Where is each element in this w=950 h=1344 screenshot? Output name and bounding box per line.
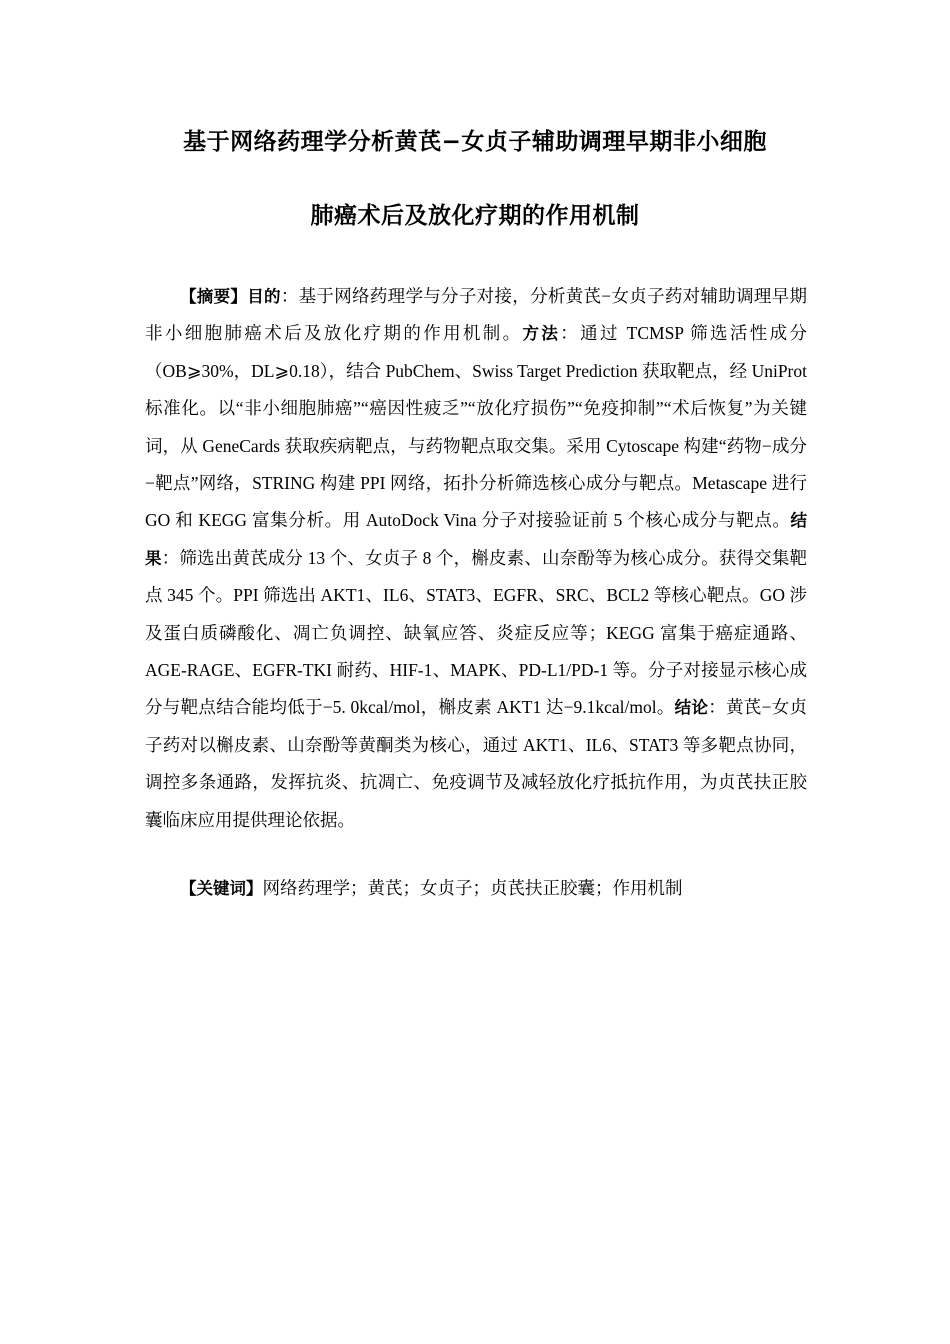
keywords-text: 网络药理学；黄芪；女贞子；贞芪扶正胶囊；作用机制	[262, 878, 683, 898]
conclusion-label: 结论	[674, 698, 709, 718]
abstract-paragraph	[145, 278, 807, 839]
abstract-heading: 【摘要】	[180, 287, 248, 306]
results-text: ：筛选出黄芪成分 13 个、女贞子 8 个，槲皮素、山奈酚等为核心成分。获得交集靶点 345 个。PPI 筛选出 AKT1、IL6、STAT3、EGFR、SRC、BCL2 等核心靶点。GO 涉及蛋白质磷酸化、凋亡负调控、缺氧应答、炎症反应等；KEGG 富集于癌症通路、AGE-RAGE、EGFR-TKI 耐药、HIF-1、MAPK、PD-L1/PD-1 等。分子对接显示核心成分与靶点结合能均低于−5. 0kcal/mol，槲皮素 AKT1 达−9.1kcal/mol。	[145, 547, 808, 718]
paper-title-line-2: 肺癌术后及放化疗期的作用机制	[310, 203, 640, 229]
objective-text: ：基于网络药理学与分子对接，分析黄芪−女贞子药对辅助调理早期非小细胞肺癌术后及放化疗期的作用机制。	[145, 286, 807, 344]
keywords-paragraph	[145, 874, 807, 903]
methods-text: ：通过 TCMSP 筛选活性成分（OB⩾30%，DL⩾0.18），结合 PubChem、Swiss Target Prediction 获取靶点，经 UniProt 标准化。以“非小细胞肺癌”“癌因性疲乏”“放化疗损伤”“免疫抑制”“术后恢复”为关键词，从 GeneCards 获取疾病靶点，与药物靶点取交集。采用 Cytoscape 构建“药物−成分−靶点”网络，STRING 构建 PPI 网络，拓扑分析筛选核心成分与靶点。Metascape 进行 GO 和 KEGG 富集分析。用 AutoDock Vina 分子对接验证前 5 个核心成分与靶点。	[145, 323, 807, 531]
conclusion-text: ：黄芪−女贞子药对以槲皮素、山奈酚等黄酮类为核心，通过 AKT1、IL6、STAT3 等多靶点协同，调控多条通路，发挥抗炎、抗凋亡、免疫调节及减轻放化疗抵抗作用，为贞芪扶正胶囊临床应用提供理论依据。	[145, 697, 808, 830]
methods-label: 方法	[522, 324, 561, 344]
results-label: 结果	[145, 511, 807, 568]
keywords-label: 【关键词】	[180, 879, 263, 898]
paper-title-line-1: 基于网络药理学分析黄芪−女贞子辅助调理早期非小细胞	[183, 129, 767, 155]
objective-label: 目的	[247, 287, 281, 306]
